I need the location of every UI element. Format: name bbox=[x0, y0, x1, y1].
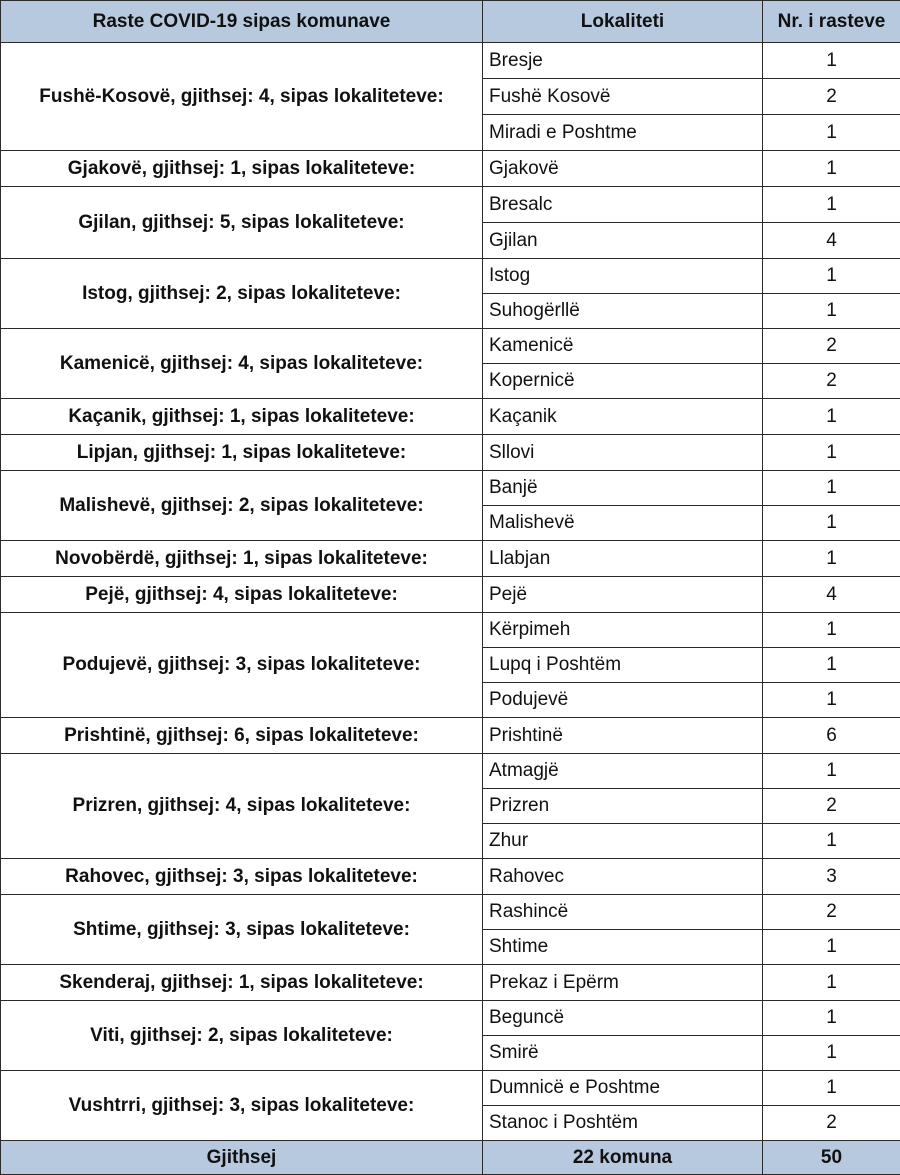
total-cases: 50 bbox=[763, 1141, 900, 1175]
locality-cell: Dumnicë e Poshtme bbox=[483, 1071, 763, 1106]
header-cases: Nr. i rasteve bbox=[763, 1, 900, 43]
cases-cell: 1 bbox=[763, 965, 900, 1001]
table-row bbox=[1, 613, 900, 648]
municipality-cell: Novobërdë, gjithsej: 1, sipas lokaliteteve: bbox=[1, 541, 483, 577]
locality-cell: Llabjan bbox=[483, 541, 763, 577]
cases-cell: 2 bbox=[763, 79, 900, 115]
header-locality: Lokaliteti bbox=[483, 1, 763, 43]
municipality-cell: Kamenicë, gjithsej: 4, sipas lokaliteteve: bbox=[1, 329, 483, 399]
table-row bbox=[1, 895, 900, 930]
table-row bbox=[1, 541, 900, 577]
locality-cell: Suhogërllë bbox=[483, 294, 763, 329]
municipality-cell: Shtime, gjithsej: 3, sipas lokaliteteve: bbox=[1, 895, 483, 965]
table-row bbox=[1, 1001, 900, 1036]
header-row bbox=[1, 1, 900, 43]
locality-cell: Shtime bbox=[483, 930, 763, 965]
cases-cell: 1 bbox=[763, 187, 900, 223]
locality-cell: Gjakovë bbox=[483, 151, 763, 187]
cases-cell: 1 bbox=[763, 754, 900, 789]
cases-cell: 1 bbox=[763, 683, 900, 718]
cases-cell: 2 bbox=[763, 789, 900, 824]
municipality-cell: Vushtrri, gjithsej: 3, sipas lokaliteteve: bbox=[1, 1071, 483, 1141]
table-row bbox=[1, 399, 900, 435]
municipality-cell: Viti, gjithsej: 2, sipas lokaliteteve: bbox=[1, 1001, 483, 1071]
locality-cell: Prekaz i Epërm bbox=[483, 965, 763, 1001]
locality-cell: Fushë Kosovë bbox=[483, 79, 763, 115]
table-row bbox=[1, 151, 900, 187]
locality-cell: Bresje bbox=[483, 43, 763, 79]
municipality-cell: Rahovec, gjithsej: 3, sipas lokaliteteve: bbox=[1, 859, 483, 895]
locality-cell: Sllovi bbox=[483, 435, 763, 471]
locality-cell: Podujevë bbox=[483, 683, 763, 718]
municipality-cell: Kaçanik, gjithsej: 1, sipas lokaliteteve: bbox=[1, 399, 483, 435]
locality-cell: Kërpimeh bbox=[483, 613, 763, 648]
municipality-cell: Gjilan, gjithsej: 5, sipas lokaliteteve: bbox=[1, 187, 483, 259]
locality-cell: Zhur bbox=[483, 824, 763, 859]
municipality-cell: Istog, gjithsej: 2, sipas lokaliteteve: bbox=[1, 259, 483, 329]
table-row bbox=[1, 1071, 900, 1106]
cases-cell: 4 bbox=[763, 577, 900, 613]
table-row bbox=[1, 965, 900, 1001]
cases-cell: 1 bbox=[763, 43, 900, 79]
table-row bbox=[1, 859, 900, 895]
table-row bbox=[1, 259, 900, 294]
table-row bbox=[1, 577, 900, 613]
cases-cell: 1 bbox=[763, 471, 900, 506]
cases-cell: 2 bbox=[763, 1106, 900, 1141]
locality-cell: Pejë bbox=[483, 577, 763, 613]
cases-cell: 1 bbox=[763, 1036, 900, 1071]
locality-cell: Malishevë bbox=[483, 506, 763, 541]
locality-cell: Beguncë bbox=[483, 1001, 763, 1036]
locality-cell: Rashincë bbox=[483, 895, 763, 930]
locality-cell: Kamenicë bbox=[483, 329, 763, 364]
cases-cell: 1 bbox=[763, 506, 900, 541]
municipality-cell: Prishtinë, gjithsej: 6, sipas lokaliteteve: bbox=[1, 718, 483, 754]
locality-cell: Rahovec bbox=[483, 859, 763, 895]
locality-cell: Istog bbox=[483, 259, 763, 294]
cases-cell: 1 bbox=[763, 151, 900, 187]
locality-cell: Prizren bbox=[483, 789, 763, 824]
municipality-cell: Skenderaj, gjithsej: 1, sipas lokaliteteve: bbox=[1, 965, 483, 1001]
locality-cell: Bresalc bbox=[483, 187, 763, 223]
total-municipalities: 22 komuna bbox=[483, 1141, 763, 1175]
table-row bbox=[1, 329, 900, 364]
cases-cell: 1 bbox=[763, 930, 900, 965]
cases-cell: 1 bbox=[763, 399, 900, 435]
cases-cell: 1 bbox=[763, 648, 900, 683]
cases-cell: 3 bbox=[763, 859, 900, 895]
total-row bbox=[1, 1141, 900, 1175]
cases-cell: 1 bbox=[763, 824, 900, 859]
locality-cell: Lupq i Poshtëm bbox=[483, 648, 763, 683]
municipality-cell: Malishevë, gjithsej: 2, sipas lokaliteteve: bbox=[1, 471, 483, 541]
cases-cell: 1 bbox=[763, 115, 900, 151]
cases-cell: 1 bbox=[763, 259, 900, 294]
table-row bbox=[1, 718, 900, 754]
cases-cell: 1 bbox=[763, 435, 900, 471]
cases-cell: 1 bbox=[763, 1001, 900, 1036]
cases-cell: 6 bbox=[763, 718, 900, 754]
locality-cell: Banjë bbox=[483, 471, 763, 506]
locality-cell: Kaçanik bbox=[483, 399, 763, 435]
locality-cell: Gjilan bbox=[483, 223, 763, 259]
locality-cell: Prishtinë bbox=[483, 718, 763, 754]
cases-cell: 2 bbox=[763, 329, 900, 364]
table-row bbox=[1, 187, 900, 223]
municipality-cell: Gjakovë, gjithsej: 1, sipas lokaliteteve: bbox=[1, 151, 483, 187]
municipality-cell: Prizren, gjithsej: 4, sipas lokaliteteve: bbox=[1, 754, 483, 859]
cases-cell: 2 bbox=[763, 364, 900, 399]
municipality-cell: Pejë, gjithsej: 4, sipas lokaliteteve: bbox=[1, 577, 483, 613]
locality-cell: Atmagjë bbox=[483, 754, 763, 789]
table-row bbox=[1, 43, 900, 79]
municipality-cell: Lipjan, gjithsej: 1, sipas lokaliteteve: bbox=[1, 435, 483, 471]
locality-cell: Kopernicë bbox=[483, 364, 763, 399]
locality-cell: Stanoc i Poshtëm bbox=[483, 1106, 763, 1141]
table-row bbox=[1, 754, 900, 789]
municipality-cell: Podujevë, gjithsej: 3, sipas lokaliteteve: bbox=[1, 613, 483, 718]
table-body bbox=[1, 43, 900, 1141]
table-row bbox=[1, 471, 900, 506]
municipality-cell: Fushë-Kosovë, gjithsej: 4, sipas lokaliteteve: bbox=[1, 43, 483, 151]
locality-cell: Miradi e Poshtme bbox=[483, 115, 763, 151]
locality-cell: Smirë bbox=[483, 1036, 763, 1071]
total-label: Gjithsej bbox=[1, 1141, 483, 1175]
cases-cell: 1 bbox=[763, 1071, 900, 1106]
header-municipality: Raste COVID-19 sipas komunave bbox=[1, 1, 483, 43]
cases-cell: 1 bbox=[763, 541, 900, 577]
cases-cell: 2 bbox=[763, 895, 900, 930]
cases-cell: 4 bbox=[763, 223, 900, 259]
table-row bbox=[1, 435, 900, 471]
cases-cell: 1 bbox=[763, 613, 900, 648]
cases-cell: 1 bbox=[763, 294, 900, 329]
